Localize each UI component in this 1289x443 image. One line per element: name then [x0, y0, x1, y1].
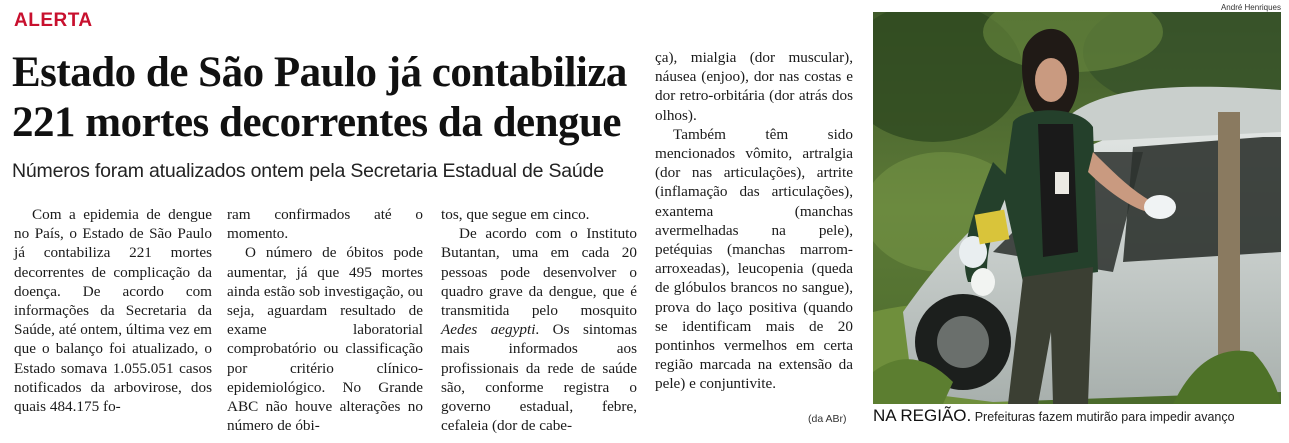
caption-lead: NA REGIÃO. — [873, 406, 972, 425]
caption-text: Prefeituras fazem mutirão para impedir avanço — [971, 410, 1235, 424]
paragraph-text: . Os sintomas mais informados aos profissionais da rede de saúde são, conforme registra o governo estadual, febre, cefaleia (dor de cabe- — [441, 321, 637, 435]
paragraph: Com a epidemia de dengue no País, o Estado de São Paulo já contabiliza 221 mortes decorrentes de complicação da doença. De acordo com informações da Secretaria da Saúde, até ontem, última vez em que o balanço foi atualizado, o Estado somava 1.055.051 casos notificados da arbovirose, dos quais 484.175 fo- — [14, 206, 212, 416]
photo-caption — [873, 406, 1285, 426]
headline: Estado de São Paulo já contabiliza 221 mortes decorrentes da dengue — [12, 49, 627, 146]
paragraph: ça), mialgia (dor muscular), náusea (enjoo), dor nas costas e dor retro-orbitária (dor atrás dos olhos). — [655, 49, 853, 124]
photo-illustration — [873, 12, 1281, 404]
article-column-3 — [441, 205, 637, 435]
section-kicker: ALERTA — [14, 10, 93, 31]
article-column-2 — [227, 205, 423, 435]
subheadline: Números foram atualizados ontem pela Secretaria Estadual de Saúde — [12, 160, 604, 182]
paragraph: tos, que segue em cinco. — [441, 206, 590, 223]
paragraph: Também têm sido mencionados vômito, artralgia (dor nas articulações), artrite (inflamação das articulações), exantema (manchas avermelhadas na pele), petéquias (manchas marrom-arroxeadas), leucopenia (queda de glóbulos brancos no sangue), prova do laço positiva (quando se identificam mais de 20 pontinhos vermelhos em certa região marcada na extensão da pele) e conjuntivite. — [655, 125, 853, 393]
source-credit: (da ABr) — [808, 413, 847, 425]
paragraph — [441, 224, 637, 435]
species-name: Aedes aegypti — [441, 321, 536, 339]
article-column-4 — [655, 48, 853, 394]
news-photo — [873, 12, 1281, 404]
paragraph: O número de óbitos pode aumentar, já que 495 mortes ainda estão sob investigação, ou seja, aguardam resultado de exame laboratorial comprobatório ou classificação por critério clínico-epidemiológico. No Grande ABC não houve alterações no número de óbi- — [227, 244, 423, 435]
paragraph: ram confirmados até o momento. — [227, 206, 423, 243]
paragraph-text: De acordo com o Instituto Butantan, uma em cada 20 pessoas pode desenvolver o quadro grave da dengue, que é transmitida pelo mosquito — [441, 225, 637, 320]
photo-credit: André Henriques — [1220, 3, 1281, 12]
article-column-1 — [14, 205, 212, 416]
